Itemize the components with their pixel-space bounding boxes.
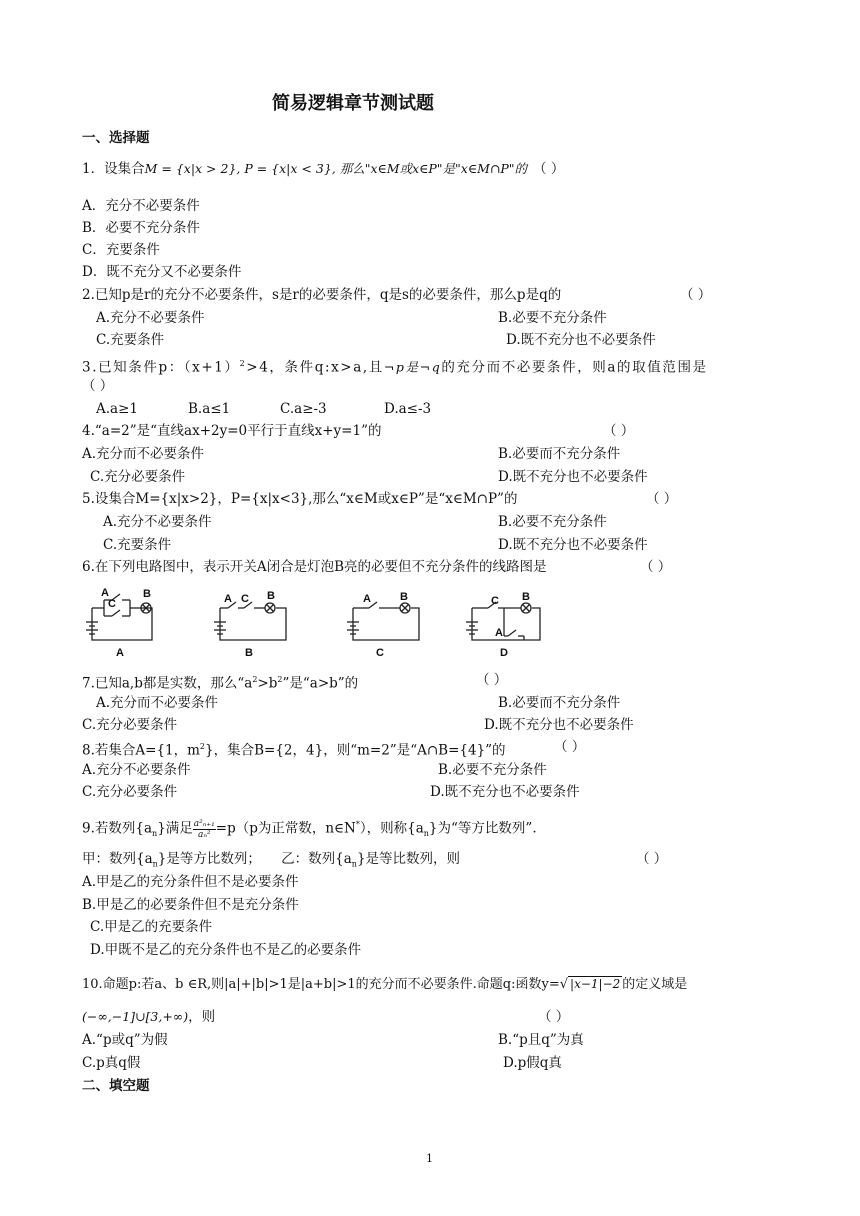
question-3-option-a: A.a≥1 <box>96 401 138 417</box>
question-9-option-b: B.甲是乙的必要条件但不是充分条件 <box>82 897 299 913</box>
question-9-bracket: （ ） <box>636 851 668 867</box>
question-7-bracket: （ ） <box>476 672 508 688</box>
question-4-stem: 4.“a=2”是“直线ax+2y=0平行于直线x+y=1”的 <box>82 423 382 439</box>
page-number: 1 <box>426 1152 433 1165</box>
question-5-bracket: （ ） <box>646 491 678 507</box>
circuit-label-c: C <box>376 647 384 659</box>
question-1-option-a: A．充分不必要条件 <box>82 198 200 214</box>
question-9-option-d: D.甲既不是乙的充分条件也不是乙的必要条件 <box>90 942 362 958</box>
section-heading-choice: 一、选择题 <box>82 130 150 146</box>
circuit-c-switch-a-label: A <box>363 593 371 605</box>
question-3-option-d: D.a≤-3 <box>384 401 432 417</box>
question-10-option-d: D.p假q真 <box>503 1055 562 1071</box>
circuit-d-switch-c-label: C <box>491 595 499 607</box>
question-8-option-d: D.既不充分也不必要条件 <box>430 784 580 800</box>
question-3-bracket: （ ） <box>82 378 114 394</box>
circuit-a-switch-c-label: C <box>108 598 116 610</box>
circuit-b-switch-a-label: A <box>224 593 232 605</box>
question-5-stem: 5.设集合M={x|x>2}，P={x|x<3},那么“x∈M或x∈P”是“x∈M∩P”的 <box>82 491 518 507</box>
section-heading-fill-in: 二、填空题 <box>82 1078 150 1094</box>
circuit-diagram-b <box>210 590 294 646</box>
question-4-option-a: A.充分而不必要条件 <box>82 446 205 462</box>
question-2-option-d: D.既不充分也不必要条件 <box>506 332 656 348</box>
circuit-c-bulb-label: B <box>400 591 408 603</box>
page-title: 简易逻辑章节测试题 <box>272 93 434 114</box>
question-4-option-d: D.既不充分也不必要条件 <box>498 469 648 485</box>
question-8-option-b: B.必要不充分条件 <box>438 762 547 778</box>
circuit-b-switch-c-label: C <box>241 593 249 605</box>
circuit-d-bulb-label: B <box>522 591 530 603</box>
question-5-option-c: C.充要条件 <box>103 537 172 553</box>
ratio-fraction: $\frac{\text{a²ₙ₊₁}}{\text{aₙ²}}$ <box>193 818 215 840</box>
question-9-option-a: A.甲是乙的充分条件但不是必要条件 <box>82 874 299 890</box>
question-7-option-d: D.既不充分也不必要条件 <box>484 717 634 733</box>
question-9-stem: 9.若数列$\{a_n\}$满足 $\frac{\text{a²ₙ₊₁}}{\text{aₙ²}}$ =p（p为正常数，n∈N*），则称$\{a_n\}$为“等方比数列”. <box>82 818 537 840</box>
question-8-stem: 8.若集合A={1，$m^2$}，集合B={2，4}，则“m=2”是“A∩B={4}”的 <box>82 742 506 759</box>
question-8-option-c: C.充分必要条件 <box>82 784 178 800</box>
question-2-option-a: A.充分不必要条件 <box>96 310 205 326</box>
question-5-option-d: D.既不充分也不必要条件 <box>498 537 648 553</box>
question-4-bracket: （ ） <box>603 423 635 439</box>
circuit-b-bulb-label: B <box>267 590 275 602</box>
circuit-d-switch-a-label: A <box>495 627 503 639</box>
question-10-line2: (−∞,−1]∪[3,+∞)，则 <box>82 1009 216 1025</box>
question-2-option-c: C.充要条件 <box>96 332 165 348</box>
question-1-option-b: B．必要不充分条件 <box>82 220 200 236</box>
question-7-option-b: B.必要而不充分条件 <box>498 695 621 711</box>
question-1-stem: 1．设集合M = {x|x > 2}, P = {x|x < 3}, 那么"x∈M或x∈P"是"x∈M∩P"的 （ ） <box>82 161 565 177</box>
circuit-label-a: A <box>116 647 124 659</box>
question-7-option-c: C.充分必要条件 <box>82 717 178 733</box>
question-8-bracket: （ ） <box>554 739 586 755</box>
question-3-option-c: C.a≥-3 <box>280 401 327 417</box>
question-7-option-a: A.充分而不必要条件 <box>96 695 219 711</box>
circuit-diagram-a <box>82 590 166 646</box>
question-4-option-b: B.必要而不充分条件 <box>498 446 621 462</box>
circuit-a-bulb-label: B <box>143 588 151 600</box>
circuit-label-d: D <box>500 647 508 659</box>
question-10-option-b: B.“p且q”为真 <box>498 1032 584 1048</box>
circuit-a-switch-a-label: A <box>101 587 109 599</box>
question-8-option-a: A.充分不必要条件 <box>82 762 191 778</box>
question-3-option-b: B.a≤1 <box>188 401 231 417</box>
question-7-stem: 7.已知a,b都是实数，那么“$a^2>b^2$”是“a>b”的 <box>82 675 359 692</box>
question-10-bracket: （ ） <box>538 1009 570 1025</box>
question-6-bracket: （ ） <box>640 559 672 575</box>
question-9-option-c: C.甲是乙的充要条件 <box>90 919 213 935</box>
question-9-line2: 甲：数列$\{a_n\}$是等方比数列； 乙：数列$\{a_n\}$是等比数列，则 <box>82 851 461 869</box>
question-2-option-b: B.必要不充分条件 <box>498 310 607 326</box>
question-10-option-a: A.“p或q”为假 <box>82 1032 168 1048</box>
circuit-diagram-c <box>343 590 427 646</box>
question-3-stem: 3.已知条件p：$(x+1)^2>4$，条件q:x>a,且¬p是¬q的充分而不必要条件，则a的取值范围是 <box>82 359 708 376</box>
circuit-label-b: B <box>245 647 253 659</box>
circuit-diagram-d <box>462 590 546 646</box>
question-10-stem: 10.命题p:若a、b ∈R,则|a|+|b|>1是|a+b|>1的充分而不必要条件.命题q:函数y=√ |x−1|−2 的定义域是 <box>82 977 688 992</box>
question-5-option-a: A.充分不必要条件 <box>103 514 212 530</box>
question-2-stem: 2.已知p是r的充分不必要条件，s是r的必要条件，q是s的必要条件，那么p是q的 <box>82 287 562 303</box>
question-1-option-c: C．充要条件 <box>82 242 160 258</box>
question-6-stem: 6.在下列电路图中，表示开关A闭合是灯泡B亮的必要但不充分条件的线路图是 <box>82 559 547 575</box>
question-10-option-c: C.p真q假 <box>82 1055 141 1071</box>
question-4-option-c: C.充分必要条件 <box>90 469 186 485</box>
question-1-option-d: D．既不充分又不必要条件 <box>82 264 242 280</box>
question-5-option-b: B.必要不充分条件 <box>498 514 607 530</box>
question-2-bracket: （ ） <box>680 287 712 303</box>
